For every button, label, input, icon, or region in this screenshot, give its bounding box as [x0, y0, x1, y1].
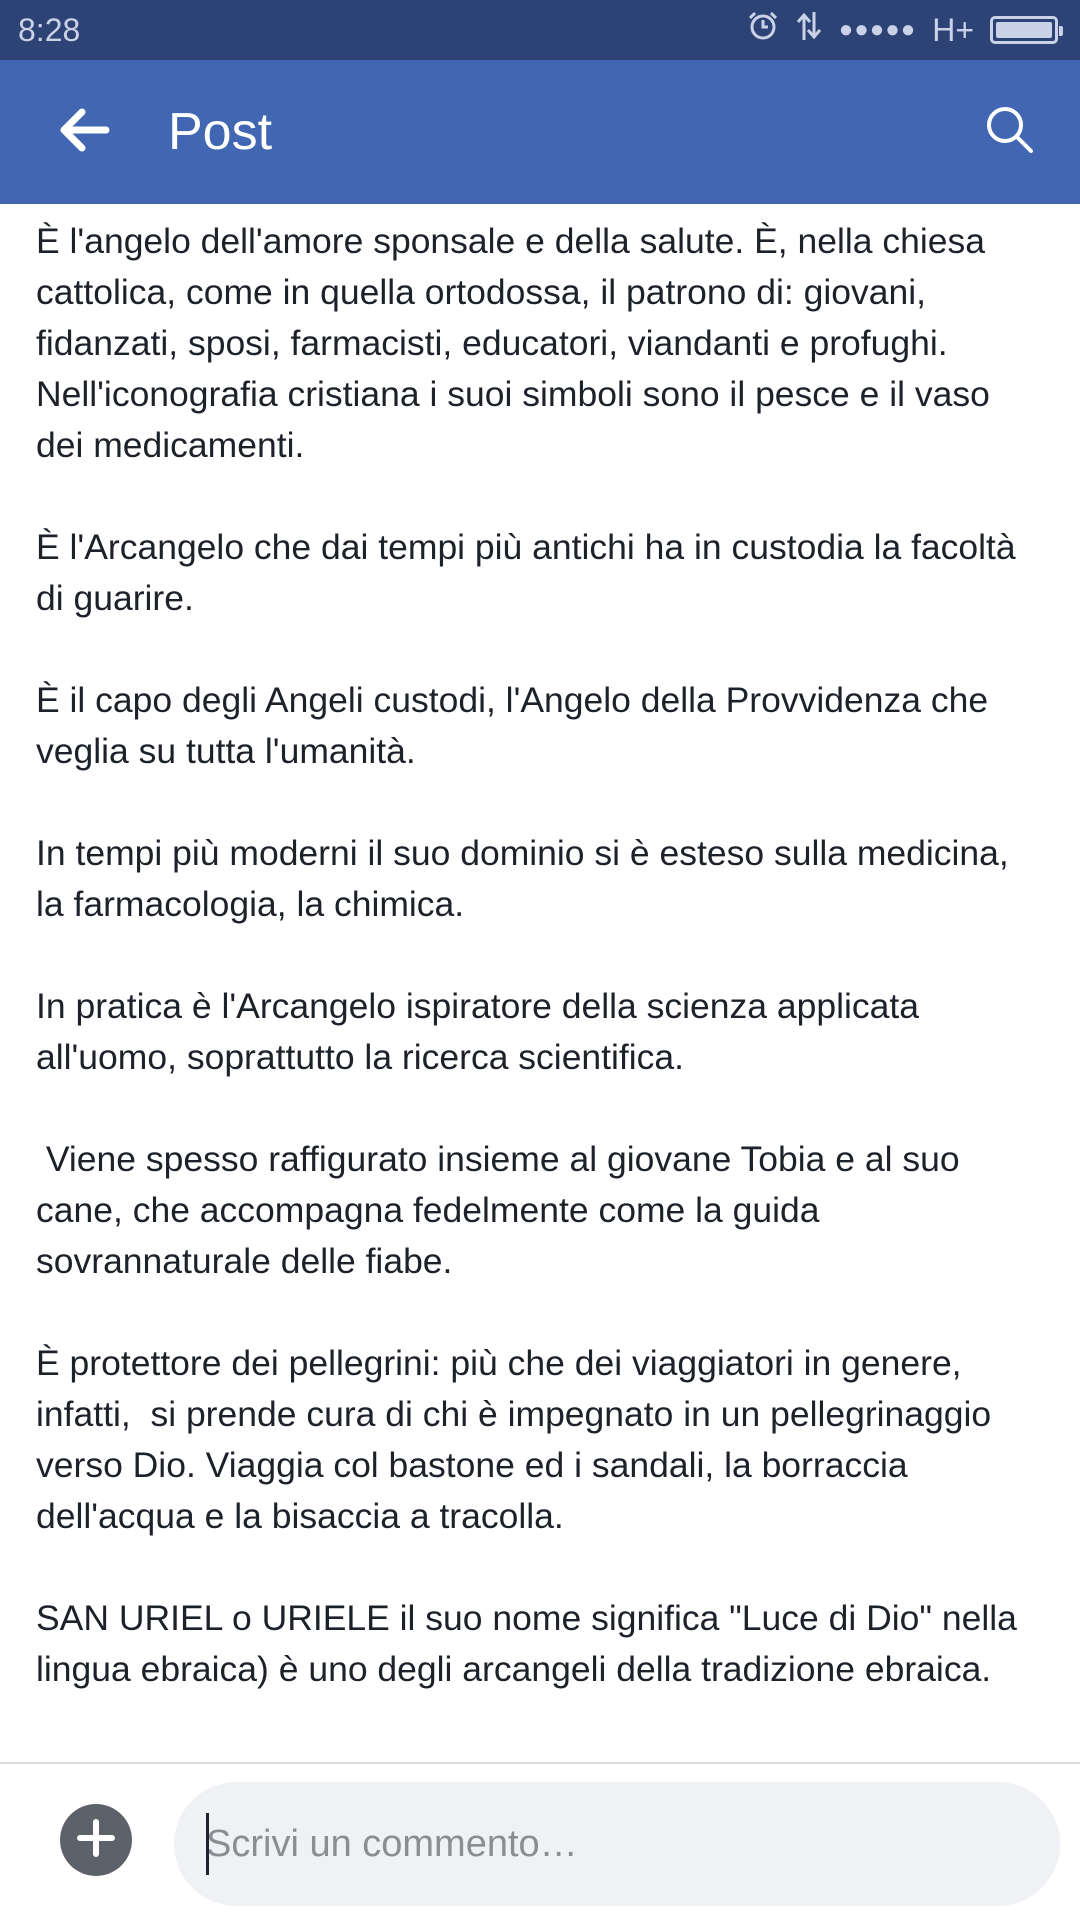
- comment-input[interactable]: [174, 1782, 1060, 1906]
- page-title: Post: [168, 103, 273, 161]
- post-paragraph: SAN URIEL o URIELE il suo nome significa "Luce di Dio" nella lingua ebraica) è uno degli arcangeli della tradizione ebraica.: [36, 1598, 1027, 1689]
- post-paragraph: In tempi più moderni il suo dominio si è esteso sulla medicina, la farmacologia, la chimica.: [36, 833, 1019, 924]
- battery-level: [996, 22, 1052, 38]
- plus-circle-icon: [74, 1816, 118, 1865]
- post-paragraph: In pratica è l'Arcangelo ispiratore della scienza applicata all'uomo, soprattutto la ricerca scientifica.: [36, 986, 929, 1077]
- post-content: [36, 216, 1046, 1762]
- text-cursor: [206, 1813, 209, 1875]
- arrow-left-icon: [58, 108, 110, 157]
- network-type: H+: [932, 11, 974, 48]
- post-paragraph: È l'Arcangelo che dai tempi più antichi ha in custodia la facoltà di guarire.: [36, 527, 1026, 618]
- status-bar: [0, 0, 1080, 60]
- battery-icon: [990, 16, 1058, 44]
- post-paragraph: È protettore dei pellegrini: più che dei viaggiatori in genere, infatti, si prende cura di chi è impegnato in un pellegrinaggio verso Dio. Viaggia col bastone ed i sandali, la borraccia dell'acqua e la bisaccia a tracolla.: [36, 1343, 1002, 1536]
- search-button[interactable]: [980, 102, 1040, 162]
- comment-bar: [0, 1762, 1080, 1920]
- post-paragraph: Viene spesso raffigurato insieme al giovane Tobia e al suo cane, che accompagna fedelmente come la guida sovrannaturale delle fiabe.: [36, 1139, 970, 1281]
- post-paragraph: È l'angelo dell'amore sponsale e della salute. È, nella chiesa cattolica, come in quella ortodossa, il patrono di: giovani, fidanzati, sposi, farmacisti, educatori, viandanti e profughi. Nell'iconografia cristiana i suoi simboli sono il pesce e il vaso dei medicamenti.: [36, 221, 1000, 465]
- data-transfer-icon: [795, 10, 823, 50]
- alarm-icon: [747, 10, 779, 50]
- add-attachment-button[interactable]: [60, 1804, 132, 1876]
- post-paragraph: È il capo degli Angeli custodi, l'Angelo della Provvidenza che veglia su tutta l'umanità.: [36, 680, 998, 771]
- search-icon: [985, 105, 1035, 160]
- signal-strength: ●●●●●: [838, 16, 917, 43]
- status-icons: [747, 10, 1058, 50]
- app-bar: [0, 60, 1080, 204]
- status-time: 8:28: [18, 11, 81, 48]
- back-button[interactable]: [56, 104, 112, 160]
